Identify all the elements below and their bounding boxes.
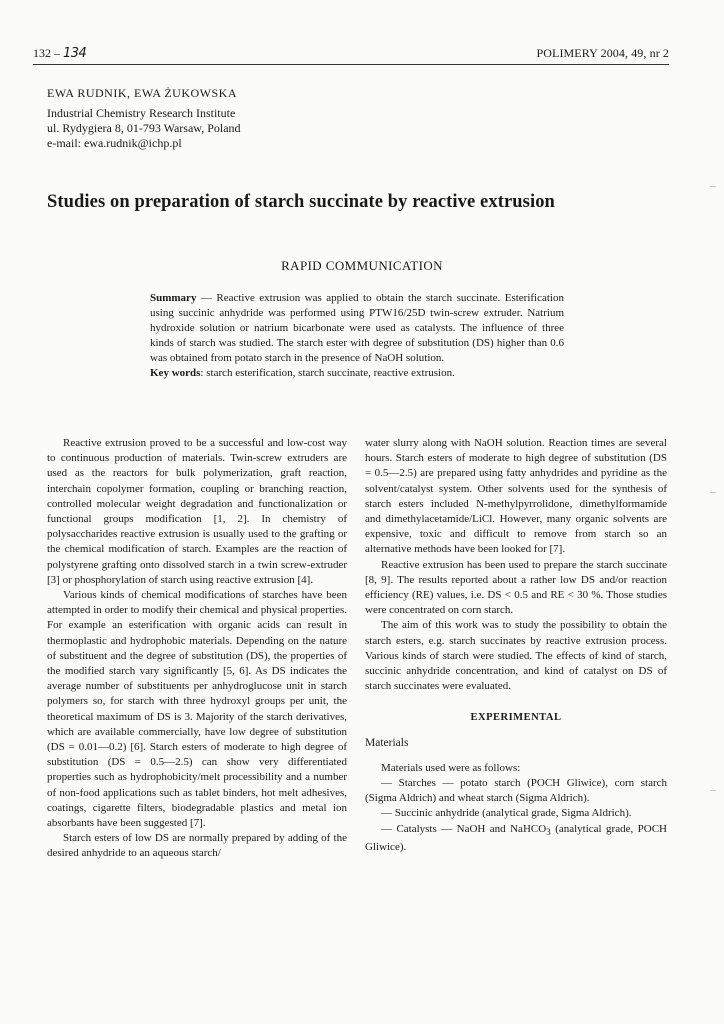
materials-starches: — Starches — potato starch (POCH Gliwice), corn starch (Sigma Aldrich) and wheat starch (Sigma Aldrich).	[365, 777, 667, 805]
right-column	[365, 436, 667, 855]
materials-heading: Materials	[365, 736, 409, 749]
affiliation-email: e-mail: ewa.rudnik@ichp.pl	[47, 136, 182, 150]
left-paragraph-1: Reactive extrusion proved to be a successful and low-cost way to continuous production of materials. Twin-screw extruders are used as the reactors for bulk polymerization, graft reaction, interchain copolymer formation, coupling or branching reaction, controlled molecular weight degradation and functionalization or functional groups modification [1, 2]. In chemistry of polysaccharides reactive extrusion is usually used to the grafting or the chemical modification of starch. Examples are the reaction of polystyrene grafting onto dissolved starch in a twin screw-extruder [3] or phosphorylation of starch using reactive extrusion [4].	[47, 437, 347, 586]
margin-scan-mark	[710, 186, 716, 187]
right-paragraph-2: Reactive extrusion has been used to prepare the starch succinate [8, 9]. The results reported about a rather low DS and/or reaction efficiency (RE) values, i.e. DS < 0.5 and RE < 30 %. Those studies were concentrated on corn starch.	[365, 558, 667, 617]
catalysts-text-b: (analytical grade, POCH Gliwice).	[365, 822, 667, 854]
margin-scan-mark	[710, 492, 716, 493]
materials-intro: Materials used were as follows:	[381, 761, 521, 774]
authors: EWA RUDNIK, EWA ŻUKOWSKA	[47, 86, 237, 100]
left-column	[47, 436, 347, 862]
right-paragraph-1: water slurry along with NaOH solution. Reaction times are several hours. Starch esters of moderate to high degree of substitution (DS = 0.5—2.5) are prepared using fatty anhydrides and pyridine as the solvent/catalyst system. Other solvents used for the synthesis of starch esters included N-methylpyrrolidone, dimethylformamide and dimethylacetamide/LiCl. However, many organic solvents are expensive, toxic and difficult to remove from starch so an alternative methods have been looked for [7].	[365, 437, 667, 556]
left-paragraph-3: Starch esters of low DS are normally prepared by adding of the desired anhydride to an aqueous starch/	[47, 832, 347, 860]
materials-catalysts	[365, 822, 667, 856]
margin-scan-mark	[710, 790, 716, 791]
affiliation-institute: Industrial Chemistry Research Institute	[47, 106, 236, 120]
catalysts-text-a: — Catalysts — NaOH and NaHCO	[381, 822, 547, 835]
article-type	[0, 258, 724, 274]
summary-label: Summary	[150, 292, 197, 304]
journal-reference: POLIMERY 2004, 49, nr 2	[536, 46, 669, 60]
right-paragraph-3: The aim of this work was to study the possibility to obtain the starch esters, e.g. starch succinates by reactive extrusion process. Various kinds of starch were studied. The effects of kind of starch, succinic anhydride concentration, and kind of catalyst on DS of starch succinates were evaluated.	[365, 619, 667, 693]
running-header	[33, 46, 669, 62]
abstract	[150, 291, 564, 381]
left-paragraph-2: Various kinds of chemical modifications of starches have been attempted in order to modify their chemical and physical properties. For example an esterification with organic acids can result in thermoplastic and hydrophobic materials. Depending on the nature of substituent and the degree of substitution (DS), the properties of the modified starch vary significantly [5, 6]. As DS indicates the average number of substituents per anhydroglucose unit in starch polymers so, for starch with three hydroxyl groups per unit, the theoretical maximum of DS is 3. Majority of the starch derivatives, which are available commercially, have low degree of substitution (DS = 0.01—0.2) [6]. Starch esters of moderate to high degree of substitution (DS = 0.5—2.5) can show very differentiated properties such as hydrophobicity/melt processibility and a number of non-food applications such as tablet binders, hot melt adhesives, coatings, cigarette filters, biodegradable plastics and metal ion absorbants have been suggested [7].	[47, 589, 347, 830]
page-number-printed: 132 –	[33, 46, 60, 60]
affiliation-address: ul. Rydygiera 8, 01-793 Warsaw, Poland	[47, 121, 241, 135]
affiliation	[47, 106, 241, 151]
page-number-handwritten: 134	[63, 46, 87, 61]
header-rule	[33, 64, 669, 65]
keywords-label: Key words	[150, 367, 201, 379]
article-title: Studies on preparation of starch succinate by reactive extrusion	[47, 192, 555, 212]
summary-text: — Reactive extrusion was applied to obtain the starch succinate. Esterification using succinic anhydride was performed using PTW16/25D twin-screw extruder. Natrium hydroxide solution or natrium bicarbonate were used as catalysts. The influence of three kinds of starch was studied. The starch ester with degree of substitution (DS) higher than 0.6 was obtained from potato starch in the presence of NaOH solution.	[150, 292, 564, 364]
catalysts-subscript: 3	[546, 826, 551, 837]
experimental-heading: EXPERIMENTAL	[470, 712, 562, 724]
article-type-label: RAPID COMMUNICATION	[281, 258, 443, 273]
page-number	[33, 46, 86, 61]
keywords-text: : starch esterification, starch succinate, reactive extrusion.	[200, 367, 455, 379]
materials-anhydride: — Succinic anhydride (analytical grade, Sigma Aldrich).	[381, 807, 632, 820]
